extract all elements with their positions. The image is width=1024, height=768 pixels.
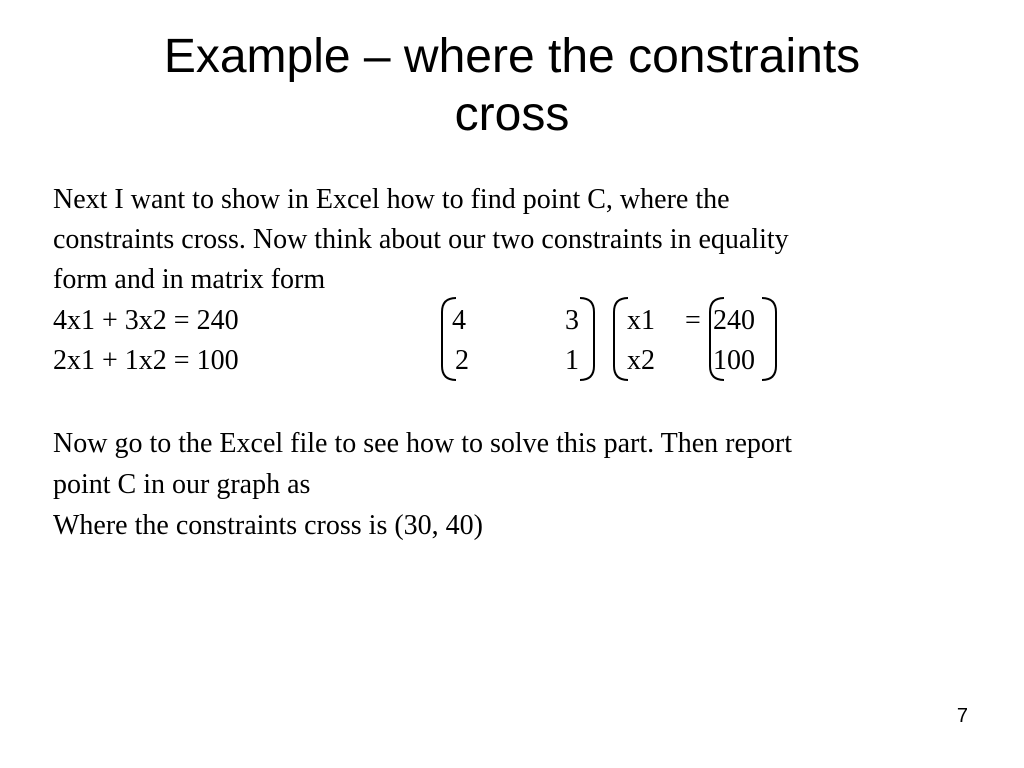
followup-line-1: Now go to the Excel file to see how to solve this part. Then report — [53, 428, 792, 459]
page-number: 7 — [956, 705, 968, 727]
intro-line-3: form and in matrix form — [53, 264, 326, 295]
slide-title-line-1: Example – where the constraints — [163, 30, 861, 83]
intro-line-1: Next I want to show in Excel how to find point C, where the — [53, 184, 730, 215]
matrix-cell-a22: 1 — [565, 345, 579, 376]
followup-line-3: Where the constraints cross is (30, 40) — [53, 510, 483, 541]
matrix-cell-a12: 3 — [565, 305, 579, 336]
slide-title — [40, 28, 984, 144]
matrix-equals-sign: = — [685, 305, 701, 336]
variable-x1: x1 — [627, 305, 655, 336]
slide-title-line-2: cross — [454, 88, 570, 141]
constant-100: 100 — [713, 345, 755, 376]
followup-line-2: point C in our graph as — [53, 469, 311, 500]
constant-240: 240 — [713, 305, 755, 336]
matrix-cell-a21: 2 — [455, 345, 469, 376]
constant-vector-right-bracket — [756, 296, 786, 382]
equation-1: 4x1 + 3x2 = 240 — [53, 305, 239, 336]
matrix-cell-a11: 4 — [452, 305, 466, 336]
intro-line-2: constraints cross. Now think about our two constraints in equality — [53, 224, 789, 255]
equation-2: 2x1 + 1x2 = 100 — [53, 345, 239, 376]
variable-x2: x2 — [627, 345, 655, 376]
